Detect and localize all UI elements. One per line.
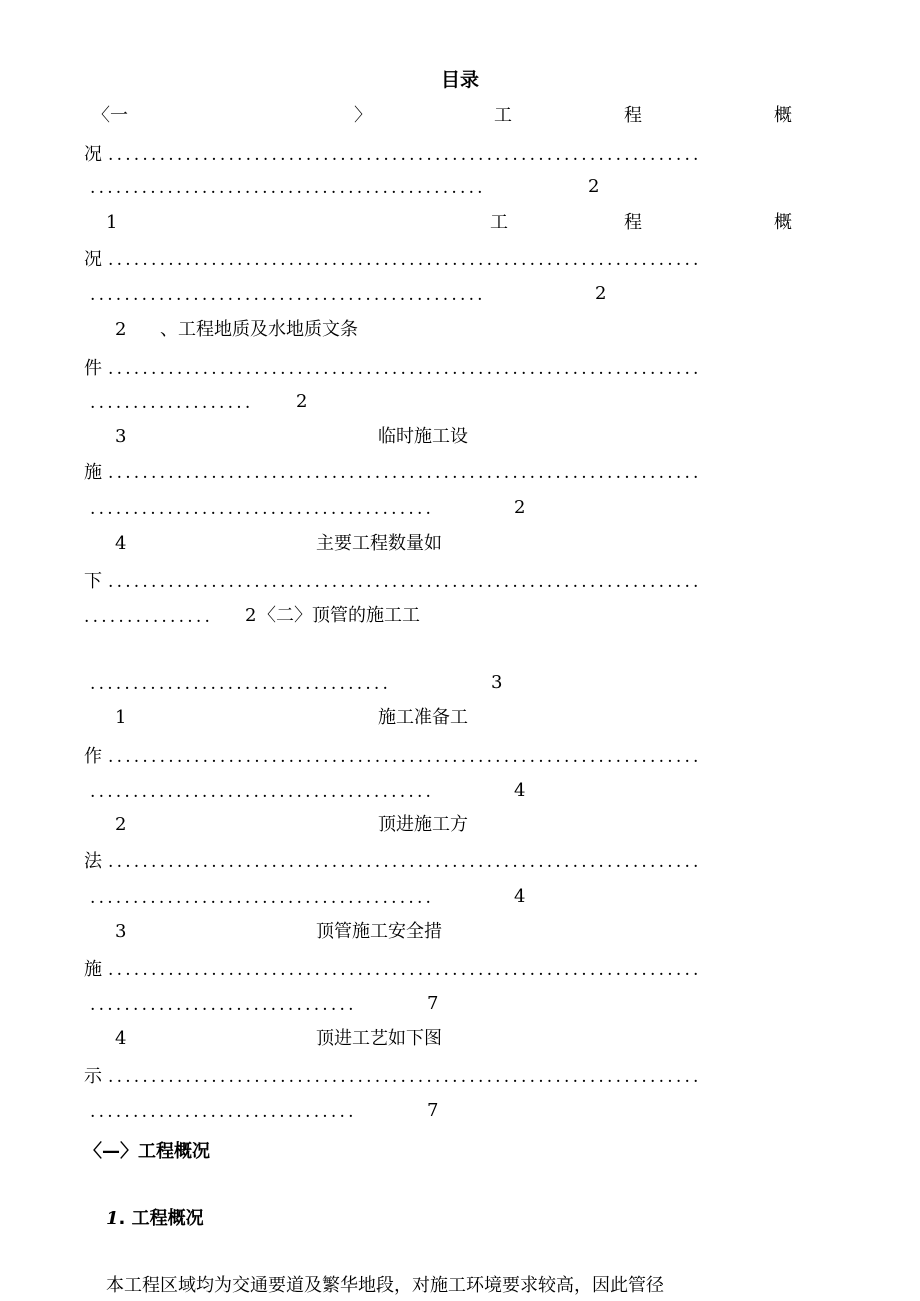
toc-page-number: 4 [514, 780, 526, 801]
toc-page-number: 3 [491, 672, 503, 693]
toc-entry-lead: 作 [84, 746, 102, 767]
toc-entry-text: 顶进施工方 [378, 814, 468, 835]
toc-section1-lead: 况 [84, 144, 102, 165]
toc-entry-char: 程 [624, 212, 642, 233]
toc-entry-lead: 施 [84, 959, 102, 980]
toc-leader-dots: ..................................................................... [108, 250, 702, 270]
toc-leader-dots: ..................................................................... [108, 463, 702, 483]
toc-leader-dots: ..................................................................... [108, 852, 702, 872]
toc-entry-number: 4 [115, 1028, 127, 1049]
toc-section1-char: 程 [624, 105, 642, 126]
toc-entry-text: 顶管施工安全措 [316, 921, 442, 942]
toc-page-number: 2 [588, 176, 600, 197]
toc-leader-dots: ........................................ [90, 782, 435, 802]
toc-entry-number: 2 [115, 814, 127, 835]
toc-entry-text: 顶进工艺如下图 [316, 1028, 442, 1049]
toc-page-number: 7 [427, 1100, 439, 1121]
subsection-title: . 工程概况 [118, 1208, 204, 1229]
toc-entry-number: 1 [106, 212, 118, 233]
toc-section1-open: 〈一 [92, 105, 128, 126]
toc-entry-number: 3 [115, 921, 127, 942]
toc-entry-char: 概 [774, 212, 792, 233]
toc-entry-text: 、工程地质及水地质文条 [160, 319, 358, 340]
toc-entry-number: 2 [115, 319, 127, 340]
toc-page-number: 2 [296, 391, 308, 412]
toc-leader-dots: ..................................................................... [108, 572, 702, 592]
toc-page-number: 4 [514, 886, 526, 907]
toc-entry-lead: 示 [84, 1066, 102, 1087]
toc-leader-dots: .............................................. [90, 178, 486, 198]
body-paragraph: 本工程区域均为交通要道及繁华地段，对施工环境要求较高，因此管径 [106, 1275, 664, 1296]
subsection-heading [106, 1209, 204, 1229]
toc-leader-dots: ........................................ [90, 888, 435, 908]
toc-section1-char: 工 [494, 105, 512, 126]
toc-page-number: 2 [514, 497, 526, 518]
toc-entry-lead: 件 [84, 358, 102, 379]
toc-entry-text: 临时施工设 [378, 426, 468, 447]
toc-page-number: 2 [245, 605, 257, 626]
toc-leader-dots: ..................................................................... [108, 960, 702, 980]
toc-entry-number: 3 [115, 426, 127, 447]
toc-leader-dots: ..................................................................... [108, 359, 702, 379]
toc-leader-dots: ........................................ [90, 499, 435, 519]
toc-entry-number: 4 [115, 533, 127, 554]
toc-entry-number: 1 [115, 707, 127, 728]
toc-title: 目录 [441, 69, 480, 91]
toc-entry-char: 工 [490, 212, 508, 233]
toc-page-number: 2 [595, 283, 607, 304]
toc-entry-text: 主要工程数量如 [316, 533, 442, 554]
toc-section2-title: 〈二〉顶管的施工工 [258, 605, 420, 626]
toc-entry-lead: 法 [84, 851, 102, 872]
toc-leader-dots: ................................... [90, 674, 392, 694]
toc-entry-lead: 下 [84, 571, 102, 592]
toc-leader-dots: ................... [90, 393, 254, 413]
toc-leader-dots: ............................... [90, 1102, 357, 1122]
toc-leader-dots: ..................................................................... [108, 145, 702, 165]
toc-page-number: 7 [427, 993, 439, 1014]
toc-section1-char: 概 [774, 105, 792, 126]
toc-leader-dots: ..................................................................... [108, 1067, 702, 1087]
toc-leader-dots: ..................................................................... [108, 747, 702, 767]
toc-leader-dots: .............................................. [90, 285, 486, 305]
toc-entry-text: 施工准备工 [378, 707, 468, 728]
toc-entry-lead: 施 [84, 462, 102, 483]
toc-section1-close: 〉 [354, 105, 372, 126]
section-heading: 〈—〉工程概况 [84, 1141, 210, 1162]
subsection-number: 1 [106, 1208, 119, 1229]
toc-leader-dots: ............... [84, 607, 214, 627]
toc-entry-lead: 况 [84, 249, 102, 270]
toc-leader-dots: ............................... [90, 995, 357, 1015]
